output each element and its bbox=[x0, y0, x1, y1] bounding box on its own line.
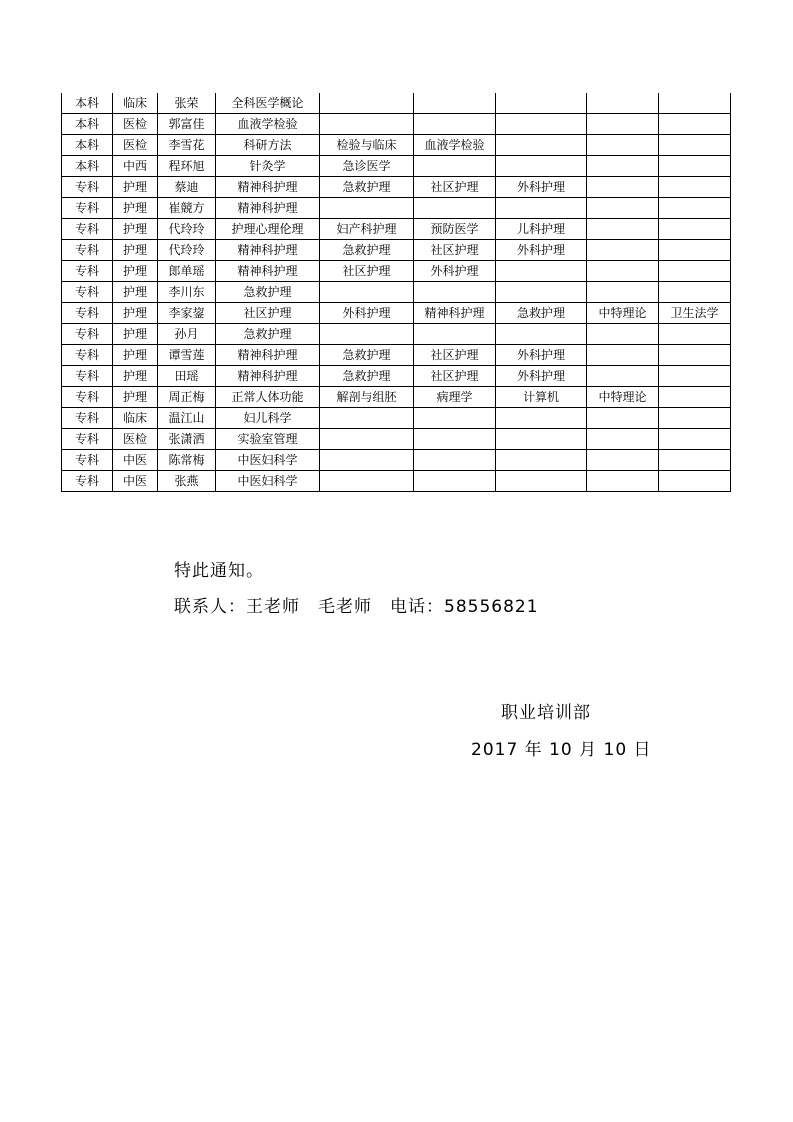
cell-major: 护理 bbox=[113, 282, 158, 303]
cell-level: 专科 bbox=[62, 177, 113, 198]
cell-course-4: 计算机 bbox=[496, 387, 587, 408]
table-row bbox=[62, 135, 731, 156]
contact-teacher-1: 王老师 bbox=[246, 597, 300, 617]
cell-major: 护理 bbox=[113, 345, 158, 366]
cell-course-1: 科研方法 bbox=[216, 135, 320, 156]
cell-major: 护理 bbox=[113, 303, 158, 324]
cell-course-6 bbox=[659, 261, 731, 282]
cell-level: 专科 bbox=[62, 387, 113, 408]
cell-course-4: 儿科护理 bbox=[496, 219, 587, 240]
cell-level: 专科 bbox=[62, 219, 113, 240]
cell-major: 护理 bbox=[113, 177, 158, 198]
cell-course-5 bbox=[587, 282, 659, 303]
cell-level: 专科 bbox=[62, 408, 113, 429]
cell-course-2 bbox=[320, 408, 414, 429]
cell-course-1: 妇儿科学 bbox=[216, 408, 320, 429]
cell-course-1: 血液学检验 bbox=[216, 114, 320, 135]
cell-course-2: 急救护理 bbox=[320, 366, 414, 387]
cell-course-3 bbox=[414, 156, 496, 177]
cell-course-2 bbox=[320, 114, 414, 135]
cell-student-name: 郎单瑶 bbox=[158, 261, 216, 282]
cell-course-4: 外科护理 bbox=[496, 366, 587, 387]
cell-student-name: 李家鋆 bbox=[158, 303, 216, 324]
cell-course-3: 血液学检验 bbox=[414, 135, 496, 156]
cell-course-3: 社区护理 bbox=[414, 345, 496, 366]
cell-course-3: 精神科护理 bbox=[414, 303, 496, 324]
cell-course-2 bbox=[320, 450, 414, 471]
cell-course-1: 急救护理 bbox=[216, 282, 320, 303]
cell-student-name: 代玲玲 bbox=[158, 219, 216, 240]
cell-major: 中医 bbox=[113, 450, 158, 471]
table-row bbox=[62, 429, 731, 450]
cell-course-1: 社区护理 bbox=[216, 303, 320, 324]
cell-course-6 bbox=[659, 471, 731, 492]
cell-course-5 bbox=[587, 240, 659, 261]
cell-course-5 bbox=[587, 366, 659, 387]
cell-course-1: 中医妇科学 bbox=[216, 450, 320, 471]
cell-course-1: 全科医学概论 bbox=[216, 93, 320, 114]
cell-major: 护理 bbox=[113, 240, 158, 261]
cell-course-1: 急救护理 bbox=[216, 324, 320, 345]
cell-major: 护理 bbox=[113, 219, 158, 240]
table-row bbox=[62, 408, 731, 429]
table-row bbox=[62, 366, 731, 387]
cell-course-1: 精神科护理 bbox=[216, 366, 320, 387]
signature-department: 职业培训部 bbox=[501, 703, 591, 723]
cell-student-name: 谭雪莲 bbox=[158, 345, 216, 366]
cell-course-6 bbox=[659, 324, 731, 345]
cell-course-4 bbox=[496, 324, 587, 345]
cell-student-name: 张荣 bbox=[158, 93, 216, 114]
cell-course-2: 急救护理 bbox=[320, 240, 414, 261]
cell-level: 专科 bbox=[62, 345, 113, 366]
cell-course-3 bbox=[414, 282, 496, 303]
table-row bbox=[62, 198, 731, 219]
cell-course-4: 外科护理 bbox=[496, 177, 587, 198]
cell-course-3 bbox=[414, 114, 496, 135]
cell-student-name: 李雪花 bbox=[158, 135, 216, 156]
cell-course-4: 外科护理 bbox=[496, 240, 587, 261]
table-row bbox=[62, 156, 731, 177]
cell-course-6 bbox=[659, 135, 731, 156]
cell-course-6 bbox=[659, 387, 731, 408]
cell-course-3: 社区护理 bbox=[414, 366, 496, 387]
cell-course-5 bbox=[587, 156, 659, 177]
cell-course-6 bbox=[659, 198, 731, 219]
cell-course-6 bbox=[659, 156, 731, 177]
cell-course-2: 解剖与组胚 bbox=[320, 387, 414, 408]
cell-course-1: 精神科护理 bbox=[216, 240, 320, 261]
cell-course-6 bbox=[659, 219, 731, 240]
cell-course-1: 针灸学 bbox=[216, 156, 320, 177]
cell-course-1: 精神科护理 bbox=[216, 177, 320, 198]
cell-student-name: 蔡迪 bbox=[158, 177, 216, 198]
cell-course-6 bbox=[659, 93, 731, 114]
cell-level: 专科 bbox=[62, 366, 113, 387]
cell-level: 本科 bbox=[62, 135, 113, 156]
cell-course-5 bbox=[587, 261, 659, 282]
cell-course-2 bbox=[320, 93, 414, 114]
cell-level: 专科 bbox=[62, 303, 113, 324]
cell-student-name: 郭富佳 bbox=[158, 114, 216, 135]
cell-major: 医检 bbox=[113, 429, 158, 450]
cell-student-name: 张燕 bbox=[158, 471, 216, 492]
cell-level: 本科 bbox=[62, 156, 113, 177]
cell-major: 中西 bbox=[113, 156, 158, 177]
cell-course-2 bbox=[320, 282, 414, 303]
cell-course-5 bbox=[587, 135, 659, 156]
cell-level: 专科 bbox=[62, 450, 113, 471]
cell-student-name: 周正梅 bbox=[158, 387, 216, 408]
table-row bbox=[62, 345, 731, 366]
cell-major: 临床 bbox=[113, 93, 158, 114]
cell-course-1: 精神科护理 bbox=[216, 198, 320, 219]
cell-course-3 bbox=[414, 408, 496, 429]
table-row bbox=[62, 450, 731, 471]
cell-course-5 bbox=[587, 177, 659, 198]
cell-course-5 bbox=[587, 114, 659, 135]
cell-course-2 bbox=[320, 198, 414, 219]
table-row bbox=[62, 261, 731, 282]
cell-level: 本科 bbox=[62, 93, 113, 114]
cell-course-6 bbox=[659, 345, 731, 366]
cell-major: 护理 bbox=[113, 387, 158, 408]
cell-level: 专科 bbox=[62, 429, 113, 450]
cell-student-name: 程环旭 bbox=[158, 156, 216, 177]
cell-course-2 bbox=[320, 429, 414, 450]
table-row bbox=[62, 93, 731, 114]
cell-course-5 bbox=[587, 450, 659, 471]
cell-course-2: 社区护理 bbox=[320, 261, 414, 282]
cell-course-5 bbox=[587, 219, 659, 240]
cell-major: 护理 bbox=[113, 366, 158, 387]
cell-course-3 bbox=[414, 471, 496, 492]
cell-major: 护理 bbox=[113, 261, 158, 282]
cell-course-2: 急救护理 bbox=[320, 177, 414, 198]
cell-course-6 bbox=[659, 366, 731, 387]
cell-course-4: 外科护理 bbox=[496, 345, 587, 366]
cell-course-4 bbox=[496, 261, 587, 282]
cell-course-3 bbox=[414, 429, 496, 450]
table-row bbox=[62, 177, 731, 198]
cell-course-5 bbox=[587, 345, 659, 366]
cell-course-3: 社区护理 bbox=[414, 240, 496, 261]
cell-course-1: 正常人体功能 bbox=[216, 387, 320, 408]
cell-course-4 bbox=[496, 156, 587, 177]
cell-major: 临床 bbox=[113, 408, 158, 429]
cell-course-6 bbox=[659, 177, 731, 198]
contact-line bbox=[174, 592, 539, 617]
cell-course-6 bbox=[659, 408, 731, 429]
cell-course-2: 妇产科护理 bbox=[320, 219, 414, 240]
cell-course-3: 外科护理 bbox=[414, 261, 496, 282]
cell-student-name: 崔競方 bbox=[158, 198, 216, 219]
table-row bbox=[62, 282, 731, 303]
cell-course-4 bbox=[496, 114, 587, 135]
cell-student-name: 温江山 bbox=[158, 408, 216, 429]
cell-course-1: 实验室管理 bbox=[216, 429, 320, 450]
cell-course-5 bbox=[587, 429, 659, 450]
cell-course-1: 中医妇科学 bbox=[216, 471, 320, 492]
cell-course-3: 社区护理 bbox=[414, 177, 496, 198]
cell-major: 医检 bbox=[113, 114, 158, 135]
cell-course-6 bbox=[659, 450, 731, 471]
phone-label: 电话： bbox=[390, 597, 444, 617]
cell-major: 护理 bbox=[113, 324, 158, 345]
notice-line bbox=[174, 556, 264, 581]
cell-course-2 bbox=[320, 471, 414, 492]
cell-level: 专科 bbox=[62, 282, 113, 303]
table-row bbox=[62, 114, 731, 135]
cell-course-4 bbox=[496, 450, 587, 471]
notice-text: 特此通知。 bbox=[174, 561, 264, 581]
cell-course-5 bbox=[587, 408, 659, 429]
contact-label: 联系人： bbox=[174, 597, 246, 617]
table-row bbox=[62, 303, 731, 324]
cell-course-2: 急救护理 bbox=[320, 345, 414, 366]
cell-course-5: 中特理论 bbox=[587, 303, 659, 324]
cell-course-2: 急诊医学 bbox=[320, 156, 414, 177]
cell-major: 中医 bbox=[113, 471, 158, 492]
contact-teacher-2: 毛老师 bbox=[318, 597, 372, 617]
cell-course-4 bbox=[496, 135, 587, 156]
cell-course-4 bbox=[496, 93, 587, 114]
cell-student-name: 李川东 bbox=[158, 282, 216, 303]
cell-course-2: 检验与临床 bbox=[320, 135, 414, 156]
cell-student-name: 孙月 bbox=[158, 324, 216, 345]
cell-course-4 bbox=[496, 408, 587, 429]
roster-table bbox=[61, 93, 731, 492]
cell-course-5: 中特理论 bbox=[587, 387, 659, 408]
cell-course-4: 急救护理 bbox=[496, 303, 587, 324]
cell-course-6 bbox=[659, 114, 731, 135]
cell-student-name: 代玲玲 bbox=[158, 240, 216, 261]
cell-major: 医检 bbox=[113, 135, 158, 156]
cell-course-5 bbox=[587, 93, 659, 114]
cell-level: 专科 bbox=[62, 240, 113, 261]
table-row bbox=[62, 324, 731, 345]
cell-course-5 bbox=[587, 324, 659, 345]
cell-course-1: 精神科护理 bbox=[216, 345, 320, 366]
cell-level: 专科 bbox=[62, 471, 113, 492]
phone-number: 58556821 bbox=[444, 597, 539, 617]
cell-level: 专科 bbox=[62, 324, 113, 345]
cell-student-name: 张潇洒 bbox=[158, 429, 216, 450]
cell-student-name: 陈常梅 bbox=[158, 450, 216, 471]
cell-student-name: 田瑶 bbox=[158, 366, 216, 387]
cell-course-1: 精神科护理 bbox=[216, 261, 320, 282]
cell-course-6 bbox=[659, 240, 731, 261]
cell-course-4 bbox=[496, 429, 587, 450]
cell-course-6: 卫生法学 bbox=[659, 303, 731, 324]
cell-course-3: 病理学 bbox=[414, 387, 496, 408]
signature-date: 2017 年 10 月 10 日 bbox=[471, 740, 652, 760]
cell-level: 本科 bbox=[62, 114, 113, 135]
cell-level: 专科 bbox=[62, 261, 113, 282]
cell-course-5 bbox=[587, 471, 659, 492]
cell-course-5 bbox=[587, 198, 659, 219]
cell-course-3 bbox=[414, 93, 496, 114]
cell-course-3: 预防医学 bbox=[414, 219, 496, 240]
table-row bbox=[62, 240, 731, 261]
cell-course-4 bbox=[496, 471, 587, 492]
cell-course-4 bbox=[496, 198, 587, 219]
cell-course-3 bbox=[414, 450, 496, 471]
cell-course-4 bbox=[496, 282, 587, 303]
table-row bbox=[62, 219, 731, 240]
cell-course-3 bbox=[414, 198, 496, 219]
cell-course-2: 外科护理 bbox=[320, 303, 414, 324]
cell-course-2 bbox=[320, 324, 414, 345]
cell-course-6 bbox=[659, 282, 731, 303]
cell-level: 专科 bbox=[62, 198, 113, 219]
cell-course-6 bbox=[659, 429, 731, 450]
cell-course-1: 护理心理伦理 bbox=[216, 219, 320, 240]
table-row bbox=[62, 387, 731, 408]
cell-major: 护理 bbox=[113, 198, 158, 219]
roster-body bbox=[62, 93, 731, 492]
cell-course-3 bbox=[414, 324, 496, 345]
table-row bbox=[62, 471, 731, 492]
